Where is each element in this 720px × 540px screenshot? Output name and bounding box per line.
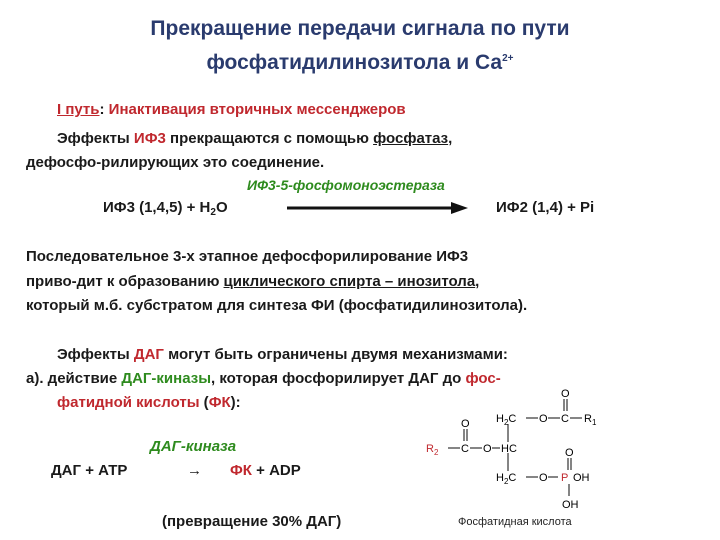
- para2-inositol: циклического спирта – инозитола: [223, 273, 476, 290]
- para1-text-a: Эффекты: [57, 130, 134, 147]
- struct-r1: $R_1$: [584, 413, 597, 427]
- para4-dag-kinase: ДАГ-киназы: [121, 370, 212, 387]
- title-superscript: 2+: [502, 53, 514, 64]
- para4-phosphatidic-acid: фатидной кислоты: [57, 394, 200, 411]
- para4-text-c: , которая фосфорилирует ДАГ до: [211, 370, 466, 387]
- struct-h2c-top: H: [496, 413, 504, 425]
- para1-text-c: прекращаются с помощью: [165, 130, 374, 147]
- para1-line1: [57, 129, 452, 148]
- struct-h2c-bottom: H: [496, 472, 504, 484]
- reaction1-left-sub: 2: [210, 207, 216, 218]
- path1-colon: :: [99, 101, 109, 118]
- struct-r2: $R_2$: [426, 443, 439, 457]
- para1-ip3: ИФ3: [133, 130, 166, 147]
- struct-oh-right: OH: [573, 472, 590, 484]
- para2-text-a: приво-дит к образованию: [26, 273, 224, 290]
- para2-line1: Последовательное 3-х этапное дефосфорилирование ИФ3: [26, 248, 469, 265]
- struct-o-mid: O: [483, 443, 492, 455]
- struct-hc: HC: [501, 443, 517, 455]
- reaction1-right: ИФ2 (1,4) + Pi: [496, 199, 595, 216]
- para1-phosphatases: фосфатаз: [373, 130, 449, 147]
- reaction1-left-end: О: [215, 199, 228, 216]
- reaction1-left: [103, 198, 228, 222]
- svg-text:H2C: $H_2C$: [496, 413, 517, 427]
- phosphatidic-acid-structure: [418, 385, 618, 520]
- enzyme2-label: ДАГ-киназа: [150, 438, 237, 455]
- struct-o-top: O: [539, 413, 548, 425]
- para4-fk: ФК: [208, 394, 231, 411]
- struct-c-mid: C: [461, 443, 469, 455]
- para4-paren-open: (: [199, 394, 209, 411]
- structure-caption: Фосфатидная кислота: [458, 516, 572, 528]
- struct-o-bottom: O: [539, 472, 548, 484]
- path1-heading: [57, 100, 406, 119]
- para3-text-a: Эффекты: [57, 346, 134, 363]
- reaction1-arrow: [285, 200, 470, 216]
- para1-comma: ,: [448, 130, 453, 147]
- para3: [57, 345, 508, 364]
- struct-c-top: C: [561, 413, 569, 425]
- para2-line2: [26, 272, 479, 291]
- enzyme1-label: ИФ3-5-фосфомоноэстераза: [247, 177, 445, 193]
- reaction2-right: [230, 461, 301, 480]
- title-line-2-text: фосфатидилинозитола и Са: [206, 51, 503, 74]
- para3-dag: ДАГ: [133, 346, 164, 363]
- para2-line3: который м.б. субстратом для синтеза ФИ (фосфатидилинозитола).: [26, 297, 528, 314]
- struct-o-carbonyl-top: O: [561, 388, 570, 400]
- para4-phos: фос-: [465, 370, 501, 387]
- title-line-2: [0, 44, 720, 78]
- para1-line2: дефосфо-рилирующих это соединение.: [26, 154, 325, 171]
- svg-text:H2C: $H_2C$: [496, 472, 517, 486]
- reaction2-left: ДАГ + АТР: [51, 462, 128, 479]
- para2-comma: ,: [475, 273, 480, 290]
- reaction2-fk: ФК: [230, 462, 252, 479]
- path1-label: I путь: [57, 101, 100, 118]
- struct-o-phosphoryl: O: [565, 447, 574, 459]
- title-line-1: Прекращение передачи сигнала по пути: [150, 17, 570, 40]
- para4-text-a: а). действие: [26, 370, 122, 387]
- path1-title: Инактивация вторичных мессенджеров: [108, 101, 406, 118]
- struct-o-carbonyl-mid: O: [461, 418, 470, 430]
- reaction1-left-text: ИФ3 (1,4,5) + Н: [103, 199, 211, 216]
- reaction2-adp: + ADP: [251, 462, 301, 479]
- struct-oh-bottom: OH: [562, 499, 579, 511]
- para4-paren-close: ):: [230, 394, 241, 411]
- para3-text-c: могут быть ограничены двумя механизмами:: [163, 346, 508, 363]
- para4-line2: [57, 393, 241, 412]
- conversion-note: (превращение 30% ДАГ): [162, 513, 342, 530]
- reaction2-arrow: →: [187, 462, 202, 479]
- struct-p: P: [561, 472, 569, 484]
